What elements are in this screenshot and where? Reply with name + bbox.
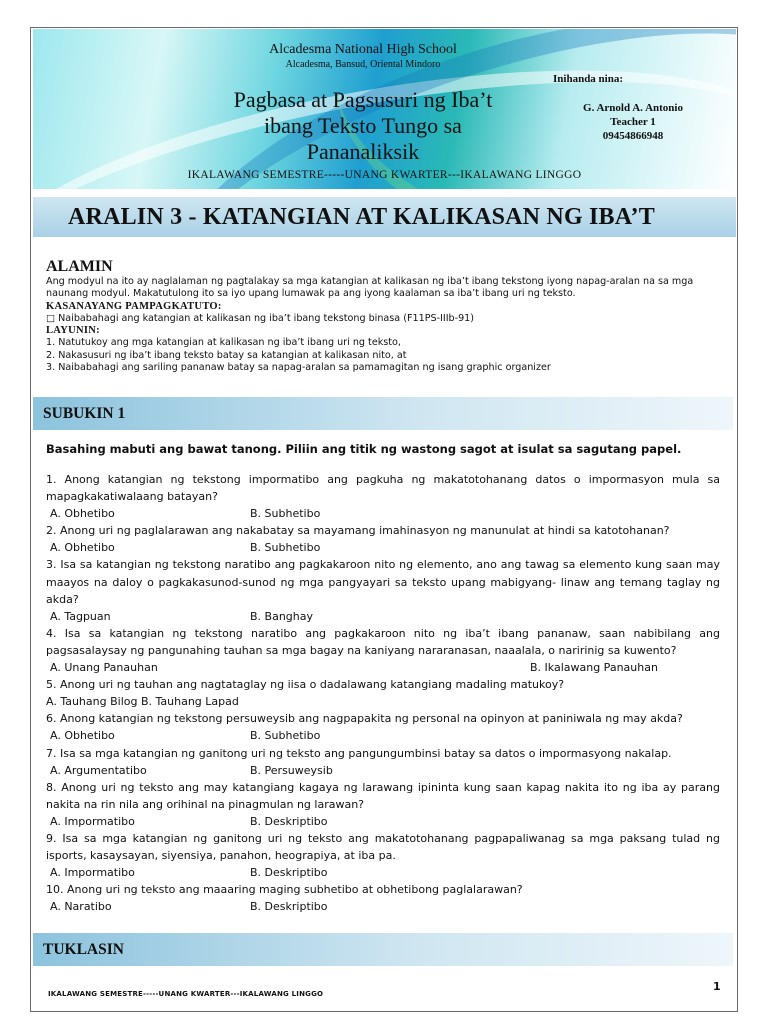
competency-label: KASANAYANG PAMPAGKATUTO:	[46, 300, 222, 312]
question-text: 2. Anong uri ng paglalarawan ang nakabatay sa mayamang imahinasyon ng manunulat at hindi sa katotohanan?	[46, 524, 670, 538]
answer-choices-inline: A. Tauhang Bilog B. Tauhang Lapad	[46, 695, 239, 709]
alamin-intro: Ang modyul na ito ay naglalaman ng pagtalakay sa mga katangian at kalikasan ng iba’t ibang tekstong iyong napag-aralan na sa mga naunang modyul. Makatutulong ito sa iyo upang lumawak pa ang iyong kaalaman sa iba’t ibang uri ng teksto.	[46, 276, 694, 300]
answer-choices	[46, 539, 720, 556]
answer-choices	[46, 608, 720, 625]
choice-a: A. Obhetibo	[50, 729, 115, 743]
choice-b: B. Persuweysib	[250, 763, 333, 777]
question-text: 6. Anong katangian ng tekstong persuweysib ang nagpapakita ng personal na opinyon at paniniwala ng may akda?	[46, 712, 683, 726]
choice-a: A. Argumentatibo	[50, 763, 147, 777]
lesson-title: ARALIN 3 - KATANGIAN AT KALIKASAN NG IBA’T	[68, 204, 655, 230]
choice-a: A. Naratibo	[50, 900, 112, 914]
subukin-heading: SUBUKIN 1	[43, 405, 126, 422]
choice-b: B. Deskriptibo	[250, 866, 328, 880]
choice-b: B. Subhetibo	[250, 541, 321, 555]
author-position: Teacher 1	[610, 116, 656, 128]
choice-a: A. Impormatibo	[50, 866, 135, 880]
choice-b: B. Deskriptibo	[250, 814, 328, 828]
answer-choices	[46, 505, 720, 522]
answer-choices	[46, 659, 720, 676]
answer-choices	[46, 898, 720, 915]
author-block	[578, 101, 688, 143]
tuklasin-heading: TUKLASIN	[43, 941, 124, 958]
author-name: G. Arnold A. Antonio	[583, 102, 683, 114]
alamin-section	[46, 276, 726, 374]
question-text: 10. Anong uri ng teksto ang maaaring maging subhetibo at obhetibong paglalarawan?	[46, 883, 523, 897]
question-text: 5. Anong uri ng tauhan ang nagtataglay ng iisa o dadalawang katangiang madaling matukoy?	[46, 678, 565, 692]
subukin-band	[33, 397, 733, 430]
subject-title	[183, 87, 543, 165]
choice-b: B. Banghay	[250, 609, 314, 623]
question-text: 9. Isa sa mga katangian ng ganitong uri ng teksto ang makatotohanang pagpapaliwanag sa mga paksang tulad ng isports, kasaysayan, siyensiya, panahon, heograpiya, at iba pa.	[46, 831, 720, 863]
question-text: 1. Anong katangian ng tekstong impormatibo ang pagkuha ng makatotohanang datos o impormasyon mula sa mapagkakatiwalaang batayan?	[46, 473, 720, 504]
question-text: 8. Anong uri ng teksto ang may katangiang kagaya ng larawang ipininta kung saan kapag nakita ito ng iba ay parang nakita na rin nila ang orihinal na pinagmulan ng larawan?	[46, 780, 720, 811]
subject-line: Pagbasa at Pagsusuri ng Iba’t	[233, 87, 493, 112]
semester-line: IKALAWANG SEMESTRE-----UNANG KWARTER---IKALAWANG LINGGO	[187, 169, 582, 181]
quiz-instruction: Basahing mabuti ang bawat tanong. Piliin ang titik ng wastong sagot at isulat sa sagutang papel.	[46, 442, 682, 456]
lesson-title-band	[33, 197, 736, 237]
quiz-questions	[46, 471, 720, 915]
prepared-by-label: Inihanda nina:	[553, 73, 624, 85]
choice-b: B. Deskriptibo	[250, 900, 328, 914]
tuklasin-band	[33, 933, 733, 966]
objectives-label: LAYUNIN:	[46, 325, 100, 337]
answer-choices	[46, 864, 720, 881]
subject-line: Pananaliksik	[306, 139, 420, 164]
choice-b: B. Subhetibo	[250, 507, 321, 521]
choice-a: A. Unang Panauhan	[50, 661, 158, 675]
answer-choices	[46, 813, 720, 830]
alamin-heading: ALAMIN	[46, 258, 113, 275]
school-address: Alcadesma, Bansud, Oriental Mindoro	[285, 59, 441, 70]
school-name: Alcadesma National High School	[269, 42, 457, 57]
choice-a: A. Tagpuan	[50, 609, 111, 623]
footer-text: IKALAWANG SEMESTRE-----UNANG KWARTER---IKALAWANG LINGGO	[48, 990, 324, 998]
objective-item: 2. Nakasusuri ng iba’t ibang teksto batay sa katangian at kalikasan nito, at	[46, 349, 407, 361]
choice-a: A. Obhetibo	[50, 541, 115, 555]
page-number: 1	[713, 980, 721, 993]
answer-choices	[46, 727, 720, 744]
choice-b: B. Subhetibo	[250, 729, 321, 743]
author-phone: 09454866948	[602, 130, 664, 142]
question-text: 3. Isa sa katangian ng tekstong naratibo ang pagkakaroon nito ng elemento, ano ang tawag sa elemento kung saan may maayos na daloy o pagkakasunod-sunod ng mga pangyayari sa teksto upang mabigyang- linaw ang temang taglay ng akda?	[46, 558, 720, 606]
answer-choices	[46, 762, 720, 779]
question-text: 7. Isa sa mga katangian ng ganitong uri ng teksto ang pangungumbinsi batay sa datos o impormasyong nakalap.	[46, 746, 672, 760]
subject-line: ibang Teksto Tungo sa	[264, 113, 462, 138]
header-banner	[33, 29, 736, 189]
question-text: 4. Isa sa katangian ng tekstong naratibo ang pagkakaroon nito ng iba’t ibang pananaw, saan nabibilang ang pagsasalaysay ng pangunahing tauhan sa mga bagay na kaniyang nararanasan, naaalala, o naririnig sa kuwento?	[46, 626, 720, 657]
choice-b: B. Ikalawang Panauhan	[530, 661, 658, 675]
competency-text: □ Naibabahagi ang katangian at kalikasan ng iba’t ibang tekstong binasa (F11PS-IIIb-91)	[46, 312, 475, 324]
objective-item: 1. Natutukoy ang mga katangian at kalikasan ng iba’t ibang uri ng teksto,	[46, 337, 401, 349]
choice-a: A. Impormatibo	[50, 814, 135, 828]
choice-a: A. Obhetibo	[50, 507, 115, 521]
objective-item: 3. Naibabahagi ang sariling pananaw batay sa napag-aralan sa pamamagitan ng isang graphic organizer	[46, 362, 551, 374]
